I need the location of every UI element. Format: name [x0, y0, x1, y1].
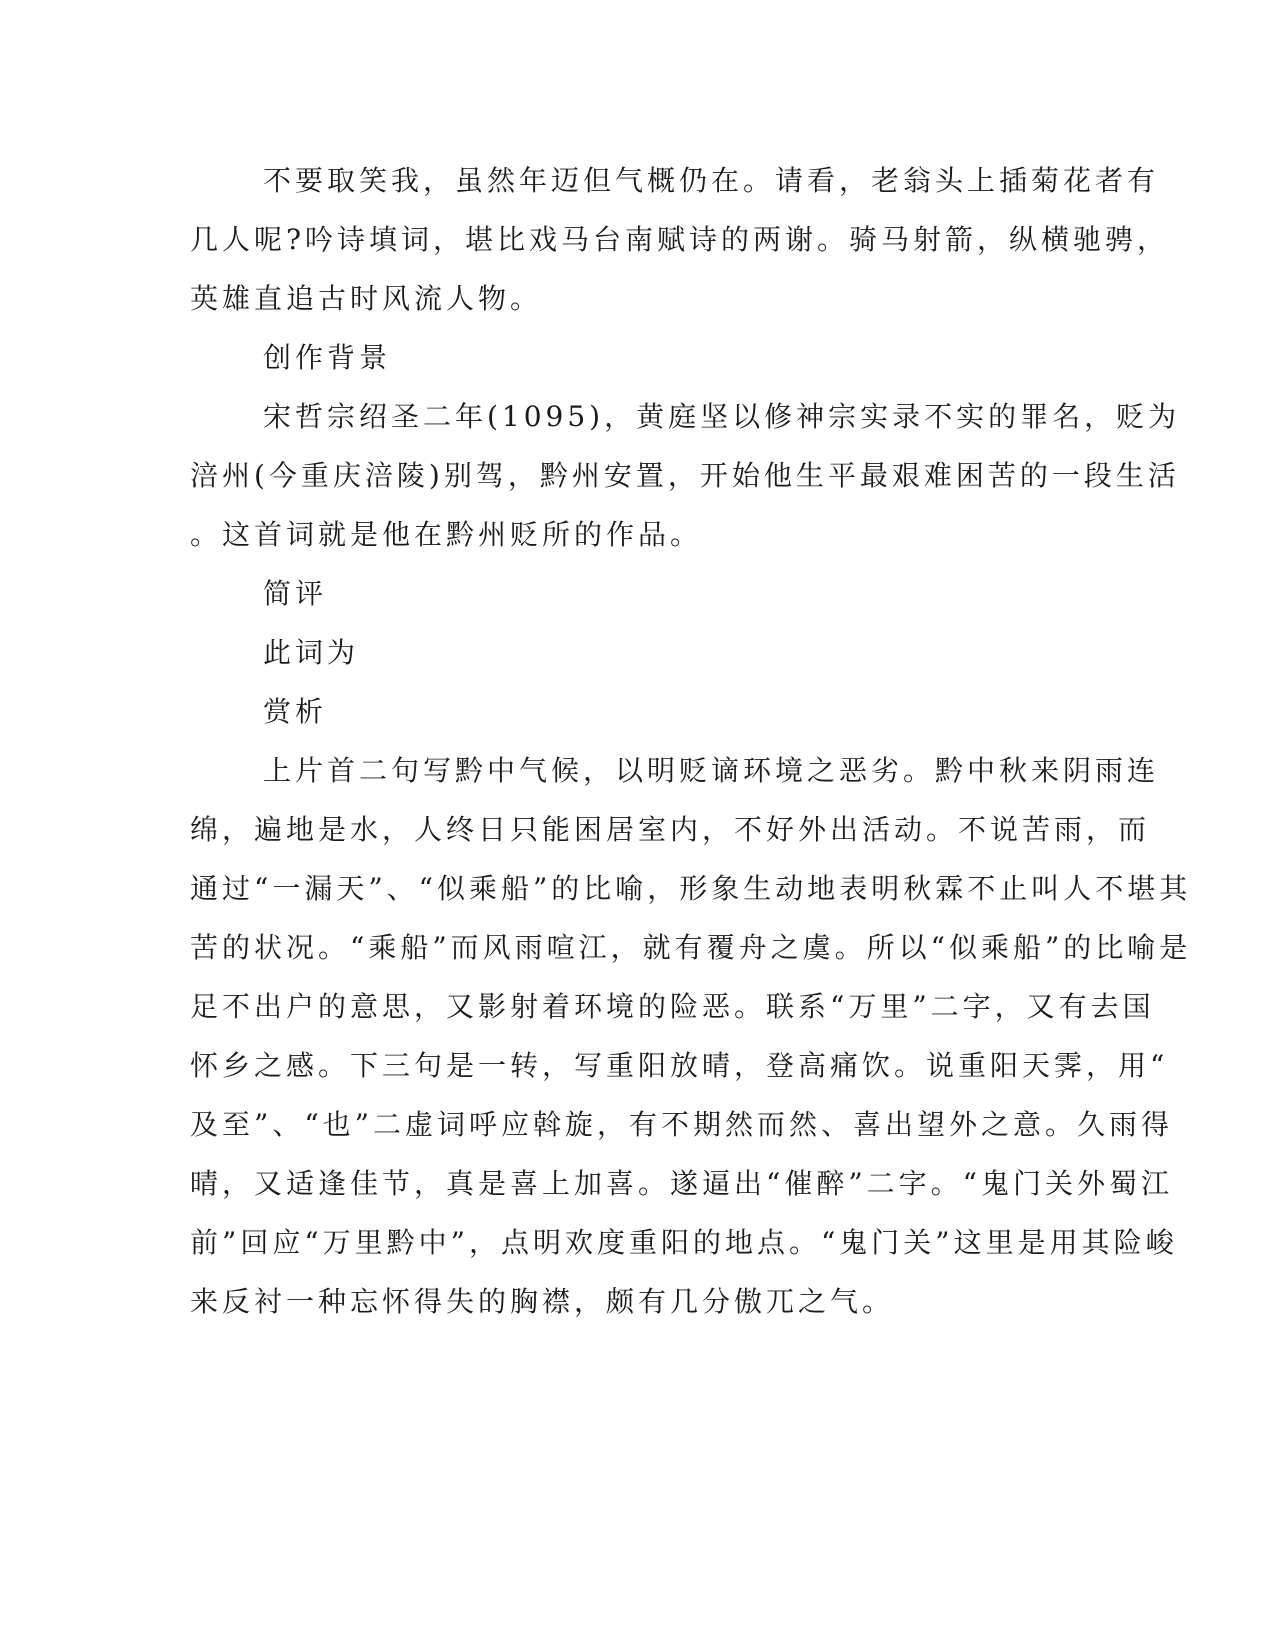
heading-review: 简评	[263, 577, 328, 610]
paragraph-3-line-5: 足不出户的意思，又影射着环境的险恶。联系“万里”二字，又有去国	[190, 990, 1155, 1023]
paragraph-1-line-1: 不要取笑我，虽然年迈但气概仍在。请看，老翁头上插菊花者有	[263, 164, 1160, 197]
paragraph-3-line-9: 前”回应“万里黔中”，点明欢度重阳的地点。“鬼门关”这里是用其险峻	[190, 1226, 1178, 1259]
paragraph-3-line-3: 通过“一漏天”、“似乘船”的比喻，形象生动地表明秋霖不止叫人不堪其	[190, 872, 1192, 905]
heading-appreciation: 赏析	[263, 695, 328, 728]
paragraph-3-line-2: 绵，遍地是水，人终日只能困居室内，不好外出活动。不说苦雨，而	[190, 813, 1151, 846]
paragraph-1-line-2: 几人呢?吟诗填词，堪比戏马台南赋诗的两谢。骑马射箭，纵横驰骋，	[190, 223, 1170, 256]
paragraph-1-line-3: 英雄直追古时风流人物。	[190, 282, 543, 315]
paragraph-3-line-7: 及至”、“也”二虚词呼应斡旋，有不期然而然、喜出望外之意。久雨得	[190, 1108, 1173, 1141]
paragraph-2-line-1: 宋哲宗绍圣二年(1095)，黄庭坚以修神宗实录不实的罪名，贬为	[263, 400, 1181, 433]
heading-background: 创作背景	[263, 341, 392, 374]
review-text: 此词为	[263, 636, 360, 669]
paragraph-3-line-6: 怀乡之感。下三句是一转，写重阳放晴，登高痛饮。说重阳天霁，用“	[190, 1049, 1169, 1082]
paragraph-3-line-8: 晴，又适逢佳节，真是喜上加喜。遂逼出“催醉”二字。“鬼门关外蜀江	[190, 1167, 1173, 1200]
paragraph-2-line-3: 。这首词就是他在黔州贬所的作品。	[190, 518, 703, 551]
paragraph-3-line-4: 苦的状况。“乘船”而风雨喧江，就有覆舟之虞。所以“似乘船”的比喻是	[190, 931, 1192, 964]
paragraph-2-line-2: 涪州(今重庆涪陵)别驾，黔州安置，开始他生平最艰难困苦的一段生活	[190, 459, 1180, 492]
paragraph-3-line-10: 来反衬一种忘怀得失的胸襟，颇有几分傲兀之气。	[190, 1285, 895, 1318]
paragraph-3-line-1: 上片首二句写黔中气候，以明贬谪环境之恶劣。黔中秋来阴雨连	[263, 754, 1160, 787]
